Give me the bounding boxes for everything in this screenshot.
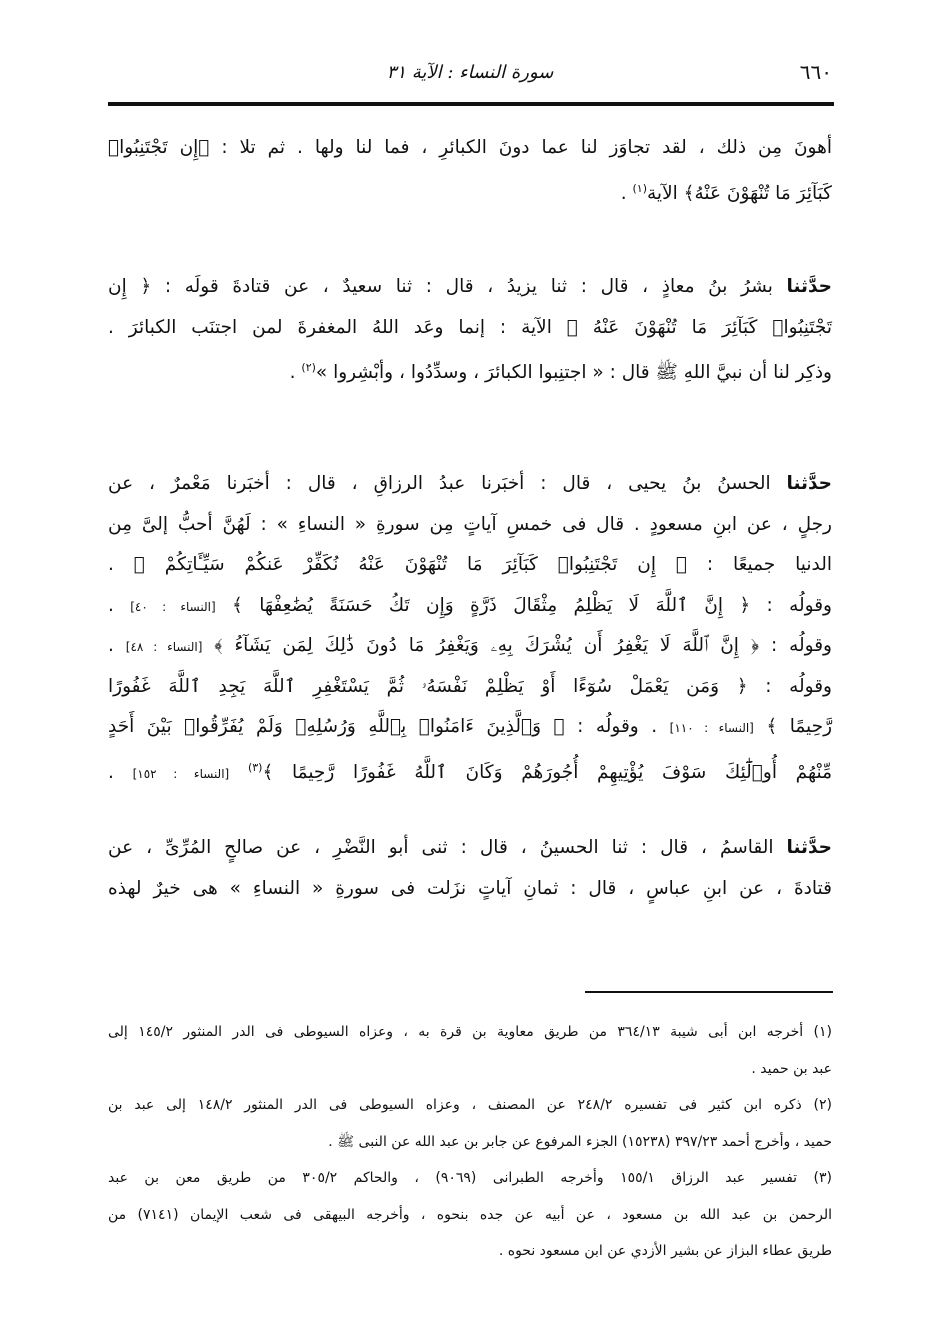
punctuation: . (108, 761, 133, 783)
page-header (108, 58, 832, 92)
header-rule (108, 102, 834, 106)
punctuation: . (620, 182, 633, 204)
text-run: رَّحِيمًا ﴾ (766, 716, 832, 737)
text-run: وقولُه : ﴿ إِنَّ ٱللَّهَ لَا يَغْفِرُ أَن يُشْرَكَ بِهِۦ وَيَغْفِرُ مَا دُونَ ذَٰلِكَ لِمَن يَشَآءُ ﴾ (214, 635, 832, 656)
footnote-3-line: (٣) تفسير عبد الرزاق ١٥٥/١ وأخرجه الطبرانى (٩٠٦٩) ، والحاكم ٣٠٥/٢ من طريق معن بن عبد (108, 1170, 833, 1186)
text-run: بشرُ بنُ معاذٍ ، قال : ثنا يزيدُ ، قال : ثنا سعيدٌ ، عن قتادةَ قولَه : ﴿ إِن (108, 276, 787, 297)
page-number: ٦٦٠ (799, 60, 832, 84)
text-run: الحسنُ بنُ يحيى ، قال : أخبَرنا عبدُ الرزاقِ ، قال : أخبَرنا مَعْمرٌ ، عن (108, 473, 787, 494)
footnote-1-line: عبد بن حميد . (751, 1060, 832, 1077)
text-line: أهونَ مِن ذلك ، لقد تجاوَز لنا عما دونَ الكبائرِ ، فما لنا ولها . ثم تلا : ﴿إِن تَجْتَنِبُوا۟ (108, 137, 832, 158)
text-line: وقولُه : ﴿ إِنَّ ٱللَّهَ لَا يَظْلِمُ مِثْقَالَ ذَرَّةٍ وَإِن تَكُ حَسَنَةً يُضَٰعِفْهَا ﴾ [النساء : ٤٠] . (108, 594, 832, 616)
text-run: وقولُه : ﴿ إِنَّ ٱللَّهَ لَا يَظْلِمُ مِثْقَالَ ذَرَّةٍ وَإِن تَكُ حَسَنَةً يُضَٰعِفْهَا ﴾ (232, 594, 832, 616)
footnote-1-line: (١) أخرجه ابن أبى شيبة ٣٦٤/١٣ من طريق معاوية بن قرة به ، وعزاه السيوطى فى الدر المنثور ١٤٥/٢ إلى (108, 1024, 832, 1040)
quran-verse: كَبَآئِرَ مَا تُنْهَوْنَ عَنْهُ﴾ الآية (647, 182, 832, 204)
text-line (108, 707, 832, 748)
text-line: قتادةَ ، عن ابنِ عباسٍ ، قال : ثمانِ آياتٍ نزَلت فى سورةِ « النساءِ » هى خيرٌ لهذه (108, 877, 832, 899)
verse-reference: [النساء : ١٥٢] (132, 766, 230, 781)
footnote-3-line: طريق عطاء البزاز عن بشير الأزدي عن ابن مسعود نحوه . (498, 1243, 832, 1259)
paragraph-2 (108, 267, 832, 389)
text-line: وقولُه : ﴿ إِنَّ ٱللَّهَ لَا يَغْفِرُ أَن يُشْرَكَ بِهِۦ وَيَغْفِرُ مَا دُونَ ذَٰلِكَ لِمَن يَشَآءُ ﴾ [النساء : ٤٨] . (108, 635, 832, 656)
footnote-ref[interactable]: (٣) (247, 760, 263, 774)
punctuation: . (289, 362, 302, 384)
paragraph-1 (108, 128, 832, 209)
verse-reference: [النساء : ٤٠] (130, 599, 216, 614)
text-run: وذكِر لنا أن نبيَّ اللهِ ﷺ قال : « اجتنِبوا الكبائرَ ، وسدِّدُوا ، وأبْشِروا » (315, 362, 832, 384)
text-line: تَجْتَنِبُوا۟ كَبَآئِرَ مَا تُنْهَوْنَ عَنْهُ ﴾ الآية : إنما وعَد اللهُ المغفرةَ لمن اجتنَب الكبائرَ . (108, 316, 832, 338)
footnote-rule (585, 991, 833, 993)
footnote-2-line: حميد ، وأخرج أحمد ٣٩٧/٢٣ (١٥٢٣٨) الجزء المرفوع عن جابر بن عبد الله عن النبى ﷺ . (328, 1133, 832, 1150)
paragraph-3 (108, 464, 832, 788)
running-title: سورة النساء : الآية ٣١ (386, 62, 554, 83)
text-line: رجلٍ ، عن ابنِ مسعودٍ . قال فى خمسِ آياتٍ مِن سورةِ « النساءِ » : لَهُنَّ أحبُّ إلىَّ مِن (108, 513, 832, 535)
text-line (108, 348, 832, 389)
text-run: . وقولُه : ﴿ وَٱلَّذِينَ ءَامَنُوا۟ بِٱللَّهِ وَرُسُلِهِۦ وَلَمْ يُفَرِّقُوا۟ بَيْنَ أَحَدٍ (108, 716, 670, 737)
hadith-opening: حدَّثنا (786, 276, 832, 297)
text-run: مِّنْهُمْ أُو۟لَٰٓئِكَ سَوْفَ يُؤْتِيهِمْ أُجُورَهُمْ وَكَانَ ٱللَّهُ غَفُورًا رَّحِيمًا ﴾ (262, 761, 832, 783)
footnote-ref[interactable]: (٢) (301, 361, 316, 374)
footnote-3-line: الرحمن بن عبد الله بن مسعود ، عن أبيه عن جده بنحوه ، وأخرجه البيهقى فى شعب الإيمان (٧١٤١) من (108, 1206, 832, 1223)
text-line (108, 748, 832, 789)
text-line (108, 464, 832, 505)
hadith-opening: حدَّثنا (786, 837, 832, 858)
verse-reference: [النساء : ١١٠] (669, 721, 754, 735)
footnote-2-line: (٢) ذكره ابن كثير فى تفسيره ٢٤٨/٢ عن المصنف ، وعزاه السيوطى فى الدر المنثور ١٤٨/٢ إلى عبد بن (108, 1097, 833, 1113)
text-run: القاسمُ ، قال : ثنا الحسينُ ، قال : ثنى أبو النَّضْرِ ، عن صالحٍ المُرِّىِّ ، عن (108, 837, 787, 858)
text-line (108, 267, 832, 308)
text-line (108, 828, 832, 869)
text-line (108, 169, 832, 210)
footnotes (108, 1014, 832, 1270)
text-line: الدنيا جميعًا : ﴿ إِن تَجْتَنِبُوا۟ كَبَآئِرَ مَا تُنْهَوْنَ عَنْهُ نُكَفِّرْ عَنكُمْ سَيِّـَٔاتِكُمْ ﴾ . (108, 554, 832, 575)
hadith-opening: حدَّثنا (786, 473, 832, 494)
footnote-ref[interactable]: (١) (632, 181, 647, 195)
paragraph-4 (108, 828, 832, 909)
verse-reference: [النساء : ٤٨] (125, 640, 203, 654)
text-line: وقولُه : ﴿ وَمَن يَعْمَلْ سُوٓءًا أَوْ يَظْلِمْ نَفْسَهُۥ ثُمَّ يَسْتَغْفِرِ ٱللَّهَ يَجِدِ ٱللَّهَ غَفُورًا (108, 675, 832, 697)
